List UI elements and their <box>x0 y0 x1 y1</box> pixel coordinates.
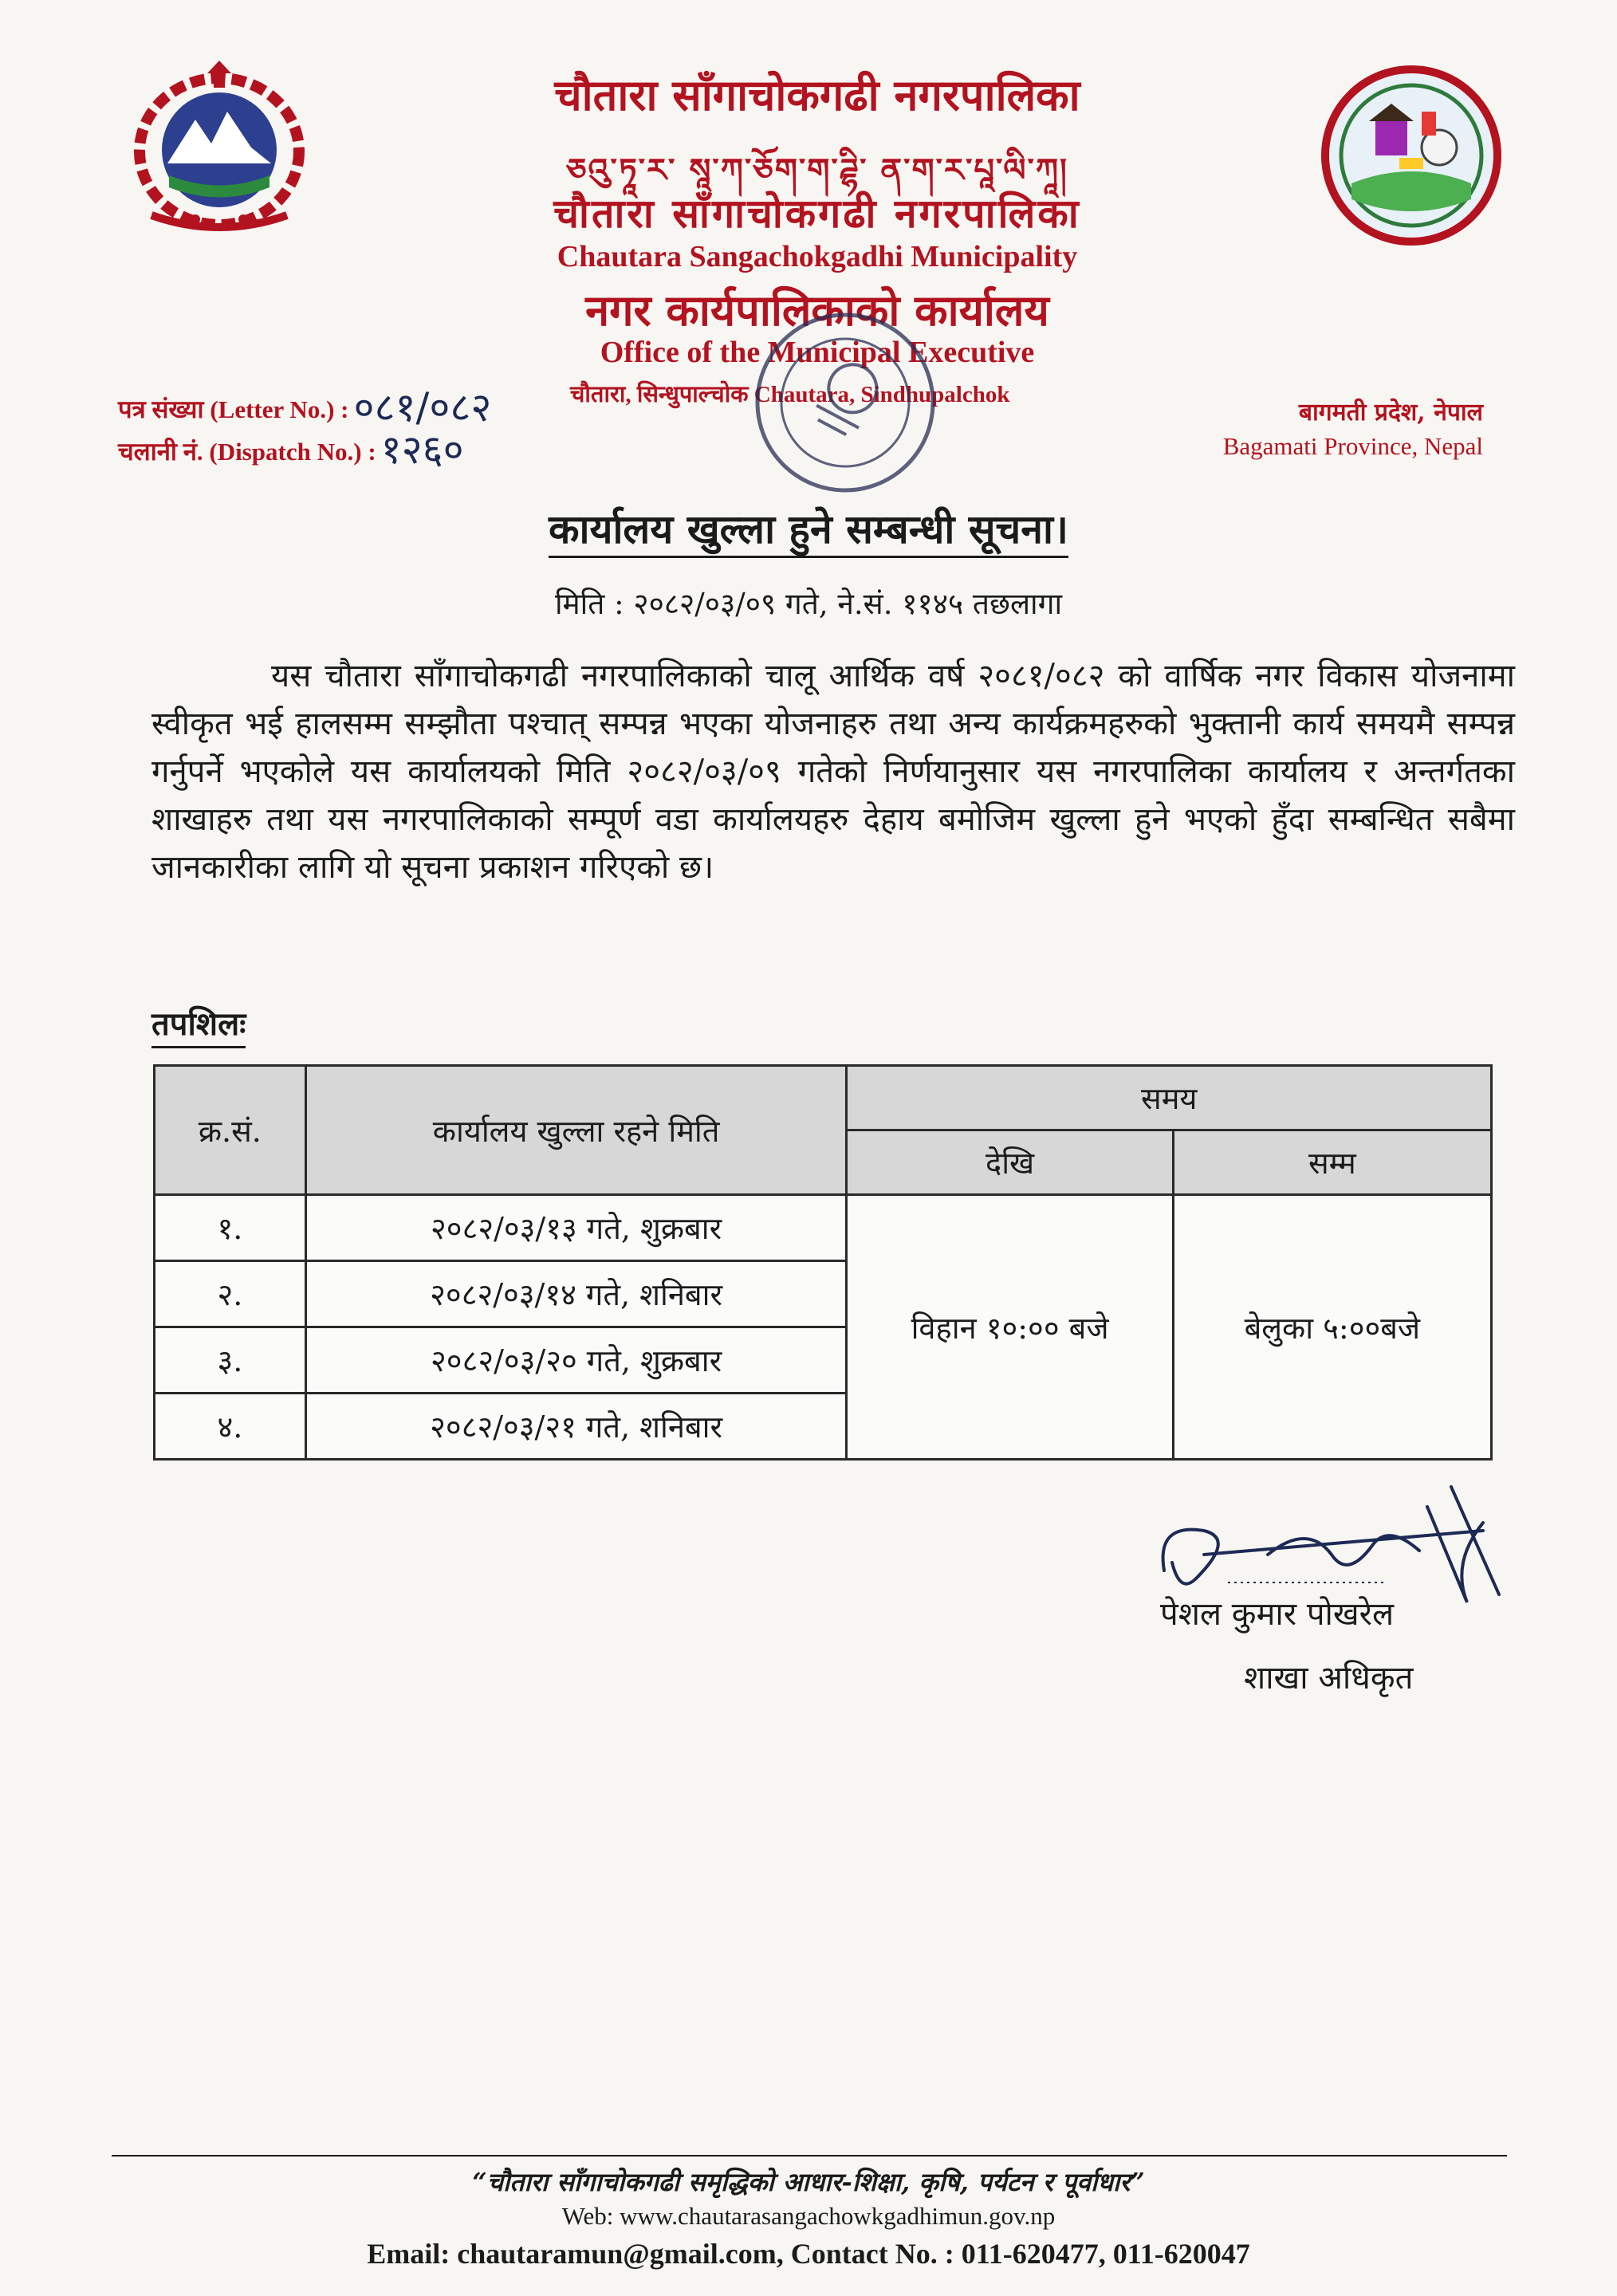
row-serial: १. <box>155 1195 306 1261</box>
province-nepali: बागमती प्रदेश, नेपाल <box>1298 399 1483 427</box>
office-stamp-icon <box>730 299 961 506</box>
row-date: २०८२/०३/१३ गते, शुक्रबार <box>305 1195 847 1261</box>
province-english: Bagamati Province, Nepal <box>1222 432 1483 460</box>
header-to: सम्म <box>1173 1130 1491 1195</box>
municipality-name-newari: चौतारा साँगाचोकगढी नगरपालिका <box>553 190 1081 237</box>
dispatch-number <box>118 421 464 475</box>
time-to: बेलुका ५:००बजे <box>1173 1195 1491 1460</box>
table-header-row <box>155 1066 1492 1130</box>
schedule-table <box>153 1064 1493 1461</box>
header-serial: क्र.सं. <box>155 1066 306 1195</box>
time-from: विहान १०:०० बजे <box>847 1195 1173 1460</box>
dispatch-number-label: चलानी नं. (Dispatch No.) : <box>118 438 376 466</box>
municipality-name-tibetan: ཅའུ་ཏཱ་ར་ སཱ་ཀ་ཅོག་ག་ཌྷི་ ན་ག་ར་པཱ་ལི་ཀཱ། <box>566 151 1068 189</box>
office-address: चौतारा, सिन्धुपाल्चोक Chautara, Sindhupalchok <box>570 382 1010 407</box>
row-serial: ३. <box>155 1327 306 1394</box>
footer-divider <box>112 2155 1507 2156</box>
header-from: देखि <box>847 1130 1173 1195</box>
row-serial: २. <box>155 1261 306 1327</box>
header-date: कार्यालय खुल्ला रहने मिति <box>305 1066 847 1195</box>
signatory-name: पेशल कुमार पोखरेल <box>1160 1596 1395 1633</box>
row-date: २०८२/०३/२१ गते, शनिबार <box>305 1394 847 1460</box>
office-name-nepali: नगर कार्यपालिकाको कार्यालय <box>585 285 1049 336</box>
footer-slogan: “चौतारा साँगाचोकगढी समृद्धिको आधार-शिक्षा, कृषि, पर्यटन र पूर्वाधार” <box>472 2167 1145 2197</box>
notice-date: मिति : २०८२/०३/०९ गते, ने.सं. ११४५ तछलागा <box>554 587 1063 621</box>
nepal-emblem-icon <box>120 56 319 239</box>
notice-title-text: कार्यालय खुल्ला हुने सम्बन्धी सूचना। <box>549 505 1068 558</box>
notice-body: यस चौतारा साँगाचोकगढी नगरपालिकाको चालू आर्थिक वर्ष २०८१/०८२ को वार्षिक नगर विकास योजनामा स्वीकृत भई हालसम्म सम्झौता पश्चात् सम्पन्न भएका योजनाहरु तथा अन्य कार्यक्रमहरुको भुक्तानी कार्य समयमै सम्पन्न गर्नुपर्ने भएकोले यस कार्यालयको मिति २०८२/०३/०९ गतेको निर्णयानुसार यस नगरपालिका कार्यालय र अन्तर्गतका शाखाहरु तथा यस नगरपालिकाको सम्पूर्ण वडा कार्यालयहरु देहाय बमोजिम खुल्ला हुने भएको हुँदा सम्बन्धित सबैमा जानकारीका लागि यो सूचना प्रकाशन गरिएको छ। <box>151 658 1515 886</box>
header-time: समय <box>847 1066 1492 1130</box>
letter-number-label: पत्र संख्या (Letter No.) : <box>118 395 349 423</box>
municipality-name-nepali: चौतारा साँगाचोकगढी नगरपालिका <box>554 69 1080 120</box>
office-name-english: Office of the Municipal Executive <box>600 336 1035 369</box>
letter-number-value: ०८१/०८२ <box>353 384 492 431</box>
footer-contact: Email: chautaramun@gmail.com, Contact No. : 011-620477, 011-620047 <box>367 2238 1250 2270</box>
footer-website: Web: www.chautarasangachowkgadhimun.gov.np <box>561 2202 1056 2230</box>
municipality-name-english: Chautara Sangachokgadhi Municipality <box>557 240 1078 273</box>
row-serial: ४. <box>155 1394 306 1460</box>
row-date: २०८२/०३/१४ गते, शनिबार <box>305 1261 847 1327</box>
municipality-logo-icon <box>1320 64 1503 247</box>
dispatch-number-value: १२६० <box>380 427 464 473</box>
row-date: २०८२/०३/२० गते, शुक्रबार <box>305 1327 847 1394</box>
notice-title <box>0 501 1617 555</box>
table-row <box>155 1195 1492 1261</box>
signatory-title: शाखा अधिकृत <box>1244 1660 1414 1696</box>
details-heading: तपशिलः <box>151 1001 246 1048</box>
